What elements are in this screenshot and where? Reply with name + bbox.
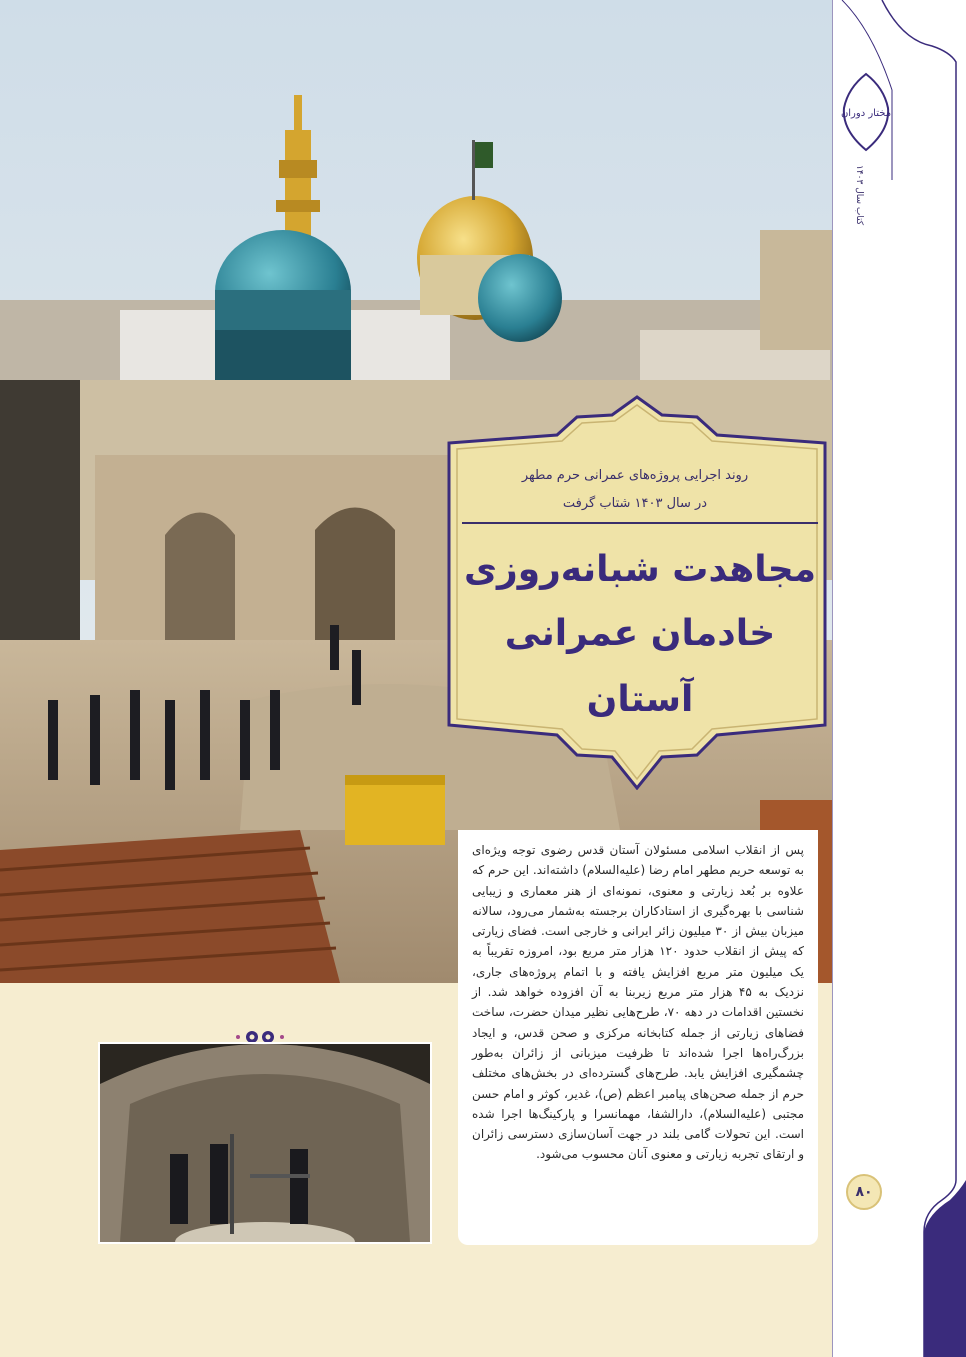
article-textbox	[458, 830, 818, 1245]
headline-line-3: آستان	[586, 679, 694, 720]
title-card	[447, 395, 827, 790]
subtitle-divider	[462, 522, 818, 524]
subtitle-line-1: روند اجرایی پروژه‌های عمرانی حرم مطهر	[521, 468, 749, 483]
book-caption: کتاب سال ۱۴۰۳	[854, 165, 864, 226]
headline-line-1: مجاهدت شبانه‌روزی	[463, 549, 816, 590]
page-number: ۸۰	[846, 1174, 882, 1210]
subtitle-line-2: در سال ۱۴۰۳ شتاب گرفت	[562, 496, 708, 511]
publication-logo	[838, 72, 894, 152]
inset-photo	[98, 1042, 432, 1244]
svg-text:مختار دوران: مختار دوران	[840, 108, 892, 119]
article-body: پس از انقلاب اسلامی مسئولان آستان قدس رضوی توجه ویژه‌ای به توسعه حریم مطهر امام رضا (علیه‌السلام) داشته‌اند. این حرم که علاوه بر بُعد زیارتی و معنوی، نمونه‌ای از هنر معماری و زیبایی شناسی با بهره‌گیری از استادکاران برجسته به‌شمار می‌رود، سالانه میزبان بیش از ۳۰ میلیون زائر ایرانی و خارجی است. فضای زیارتی که پیش از انقلاب حدود ۱۲۰ هزار متر مربع بود، امروزه تقریباً به یک میلیون متر مربع افزایش یافته و با اتمام پروژه‌های جاری، نزدیک به ۴۵ هزار متر مربع زیربنا به آن افزوده خواهد شد. از نخستین اقدامات در دهه ۷۰، طرح‌هایی نظیر میدان حضرت، ساخت فضاهای زیارتی از جمله کتابخانه مرکزی و صحن قدس، و ایجاد بزرگ‌راه‌ها اجرا شده‌اند تا ظرفیت میزبانی از زائران به‌طور چشمگیری افزایش یابد. طرح‌های گسترده‌ای در بخش‌های مختلف حرم از جمله صحن‌های پیامبر اعظم (ص)، غدیر، کوثر و امام حسن مجتبی (علیه‌السلام)، دارالشفا، مهمانسرا و پارکینگ‌ها اجرا شده است. این تحولات گامی بلند در جهت آسان‌سازی دسترسی زائران و ارتقای تجربه زیارتی و معنوی آنان محسوب می‌شود.	[472, 843, 804, 1162]
headline-line-2: خادمان عمرانی	[504, 613, 776, 654]
